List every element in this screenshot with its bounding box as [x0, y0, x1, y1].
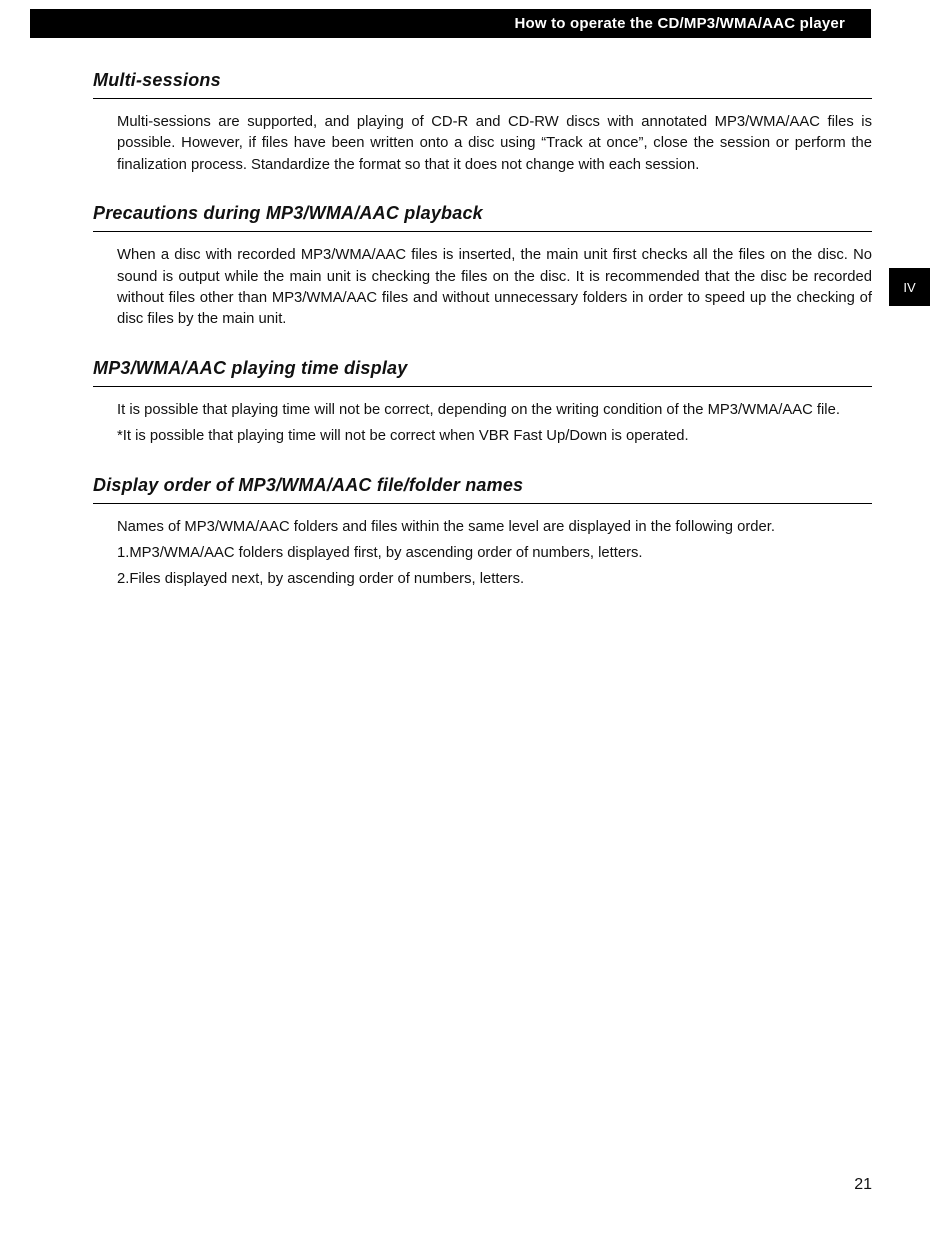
- section-body: [117, 245, 872, 331]
- section-heading: MP3/WMA/AAC playing time display: [93, 357, 408, 378]
- section-body: [117, 112, 872, 176]
- section-multi-sessions: [93, 70, 872, 176]
- section-heading: Display order of MP3/WMA/AAC file/folder names: [93, 474, 524, 495]
- section-body: [117, 517, 872, 591]
- section-playing-time-display: [93, 358, 872, 448]
- section-display-order: [93, 475, 872, 591]
- page-number: 21: [854, 1176, 872, 1193]
- list-item-1: 1.MP3/WMA/AAC folders displayed first, by ascending order of numbers, letters.: [117, 545, 643, 562]
- heading-rule: [93, 231, 872, 232]
- section-index-label: IV: [903, 279, 916, 295]
- page-header-bar: [30, 9, 871, 38]
- paragraph: When a disc with recorded MP3/WMA/AAC files is inserted, the main unit first checks all the files on the disc. No sound is output while the main unit is checking the files on the disc. It is recommended that the disc be recorded without files other than MP3/WMA/AAC files and without unnecessary folders in order to speed up the checking of disc files by the main unit.: [117, 247, 872, 328]
- heading-rule: [93, 386, 872, 387]
- section-precautions-playback: [93, 203, 872, 331]
- heading-rule: [93, 98, 872, 99]
- section-heading: Multi-sessions: [93, 70, 221, 90]
- section-body: [117, 400, 872, 448]
- section-index-tab: [889, 268, 930, 306]
- paragraph: Names of MP3/WMA/AAC folders and files within the same level are displayed in the following order.: [117, 518, 775, 535]
- page-header-title: How to operate the CD/MP3/WMA/AAC player: [514, 15, 845, 32]
- paragraph: Multi-sessions are supported, and playing of CD-R and CD-RW discs with annotated MP3/WMA/AAC files is possible. However, if files have been written onto a disc using “Track at once”, close the session or perform the finalization process. Standardize the format so that it does not change with each session.: [117, 114, 872, 173]
- paragraph-footnote: *It is possible that playing time will not be correct when VBR Fast Up/Down is operated.: [117, 428, 689, 445]
- page-content: [93, 70, 872, 618]
- list-item-2: 2.Files displayed next, by ascending order of numbers, letters.: [117, 571, 525, 588]
- paragraph: It is possible that playing time will not be correct, depending on the writing condition of the MP3/WMA/AAC file.: [117, 401, 840, 418]
- section-heading: Precautions during MP3/WMA/AAC playback: [93, 203, 483, 224]
- heading-rule: [93, 503, 872, 504]
